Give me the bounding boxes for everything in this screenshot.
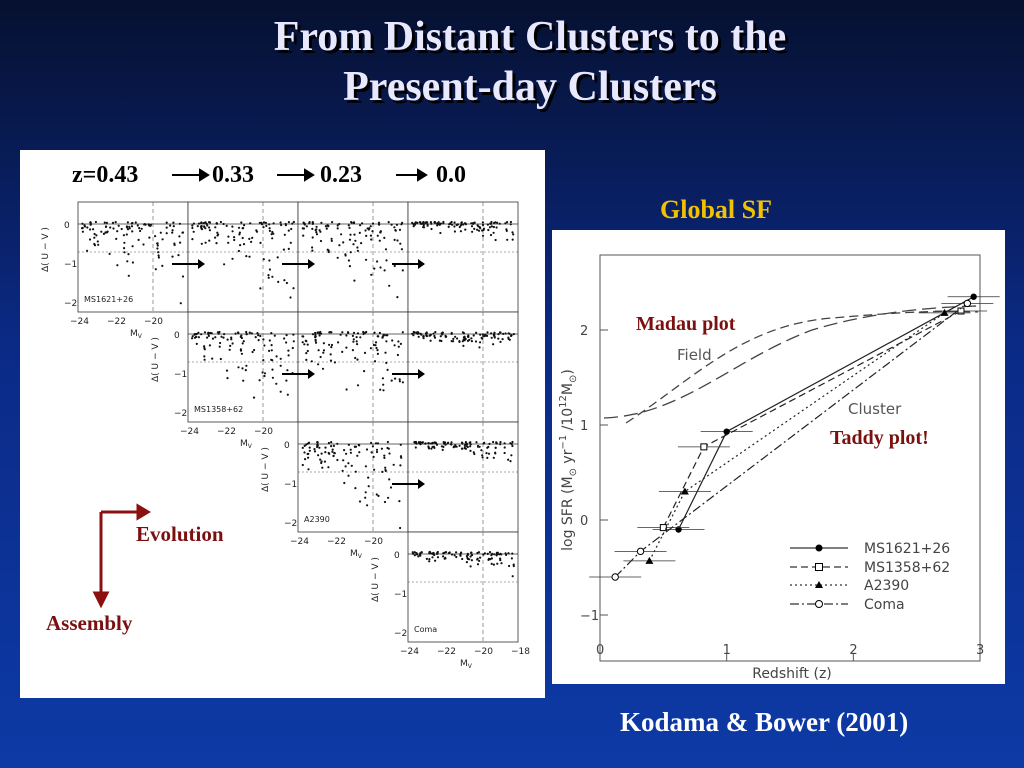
cmr-panel-label: Coma [414,625,438,634]
y-tick-label: 1 [580,419,589,434]
cmr-x-tick: −22 [217,427,236,437]
cmr-panel [408,422,518,532]
cmr-y-axis-label: Δ( U − V ) [261,447,271,492]
redshift-label-023: 0.23 [320,162,362,188]
x-tick-label: 1 [722,643,731,658]
legend-a2390: A2390 [864,578,910,594]
legend-coma: Coma [864,597,905,613]
slide-title [150,12,910,112]
evolution-label: Evolution [136,522,224,546]
legend-marker-coma [816,601,823,608]
cmr-x-axis-label: $M_V$ [350,549,362,560]
cmr-x-tick: −18 [511,647,530,657]
cluster-track [589,300,993,580]
madau-plot-label: Madau plot [636,313,736,335]
cmr-x-tick: −24 [400,647,419,657]
cmr-y-tick: −1 [64,260,78,270]
citation: Kodama & Bower (2001) [620,707,909,737]
cmr-y-axis-label: Δ( U − V ) [371,557,381,602]
legend-ms1621: MS1621+26 [864,541,951,557]
x-tick-label: 2 [849,643,858,658]
cmr-x-tick: −24 [180,427,199,437]
cmr-panel [408,312,518,422]
assembly-label: Assembly [46,611,133,635]
cmr-panel [261,422,408,560]
cmr-y-axis-label: Δ( U − V ) [41,227,51,272]
cmr-y-tick: 0 [174,331,180,341]
y-tick-label: −1 [580,609,600,624]
legend-marker-ms1358 [816,564,823,571]
cmr-y-tick: 0 [64,221,70,231]
x-tick-label: 3 [976,643,985,658]
cmr-y-tick: −2 [174,409,188,419]
field-label: Field [677,346,712,364]
cmr-x-tick: −20 [144,317,163,327]
cmr-y-tick: −1 [284,480,298,490]
cmr-panel [41,202,188,340]
svg-text:log SFR (M⊙ yr−1 /1012M⊙): log SFR ($M_⊙$ $yr^{-1}$ $/10^{12}M_⊙$) [558,369,579,551]
cmr-x-tick: −20 [474,647,493,657]
title-line-1: From Distant Clusters to the [273,14,787,60]
title-line-2: Present-day Clusters [343,64,717,110]
cmr-x-tick: −20 [254,427,273,437]
global-sf-history-heading: Global SF [660,195,772,224]
cmr-panel [151,312,298,450]
cmr-y-tick: −1 [174,370,188,380]
redshift-label-043: z=0.43 [72,162,139,188]
cmr-y-tick: −2 [284,519,298,529]
cmr-panel-label: MS1358+62 [194,405,244,414]
y-tick-label: 2 [580,324,589,339]
cmr-x-axis-label: $M_V$ [460,659,472,670]
cmr-x-tick: −24 [70,317,89,327]
cmr-y-tick: −1 [394,590,408,600]
cluster-track [637,308,987,531]
x-tick-label: 0 [596,643,605,658]
cmr-panel-figure [20,150,545,698]
cmr-y-tick: −2 [394,629,408,639]
cmr-x-tick: −22 [327,537,346,547]
taddy-plot-label: Taddy plot! [830,427,929,449]
cmr-x-tick: −20 [364,537,383,547]
cmr-x-axis-label: $M_V$ [240,439,252,450]
cmr-panel [298,202,408,312]
cmr-panel [188,202,298,312]
y-tick-label: 0 [580,514,589,529]
cmr-panel [298,312,408,422]
cmr-y-tick: −2 [64,299,78,309]
cmr-y-tick: 0 [394,551,400,561]
cmr-x-tick: −22 [107,317,126,327]
sfr-history-figure [552,230,1005,684]
cmr-x-tick: −22 [437,647,456,657]
redshift-arrows [172,170,426,180]
legend-ms1358: MS1358+62 [864,560,951,576]
sfr-legend [790,541,950,613]
redshift-label-033: 0.33 [212,162,254,188]
cmr-y-tick: 0 [284,441,290,451]
y-axis-label [558,369,579,551]
cmr-x-tick: −24 [290,537,309,547]
cmr-panel-label: MS1621+26 [84,295,134,304]
cmr-panel-label: A2390 [304,515,330,524]
legend-marker-ms1621 [816,545,823,552]
cmr-panel [408,202,518,312]
cmr-x-axis-label: $M_V$ [130,329,142,340]
redshift-label-00: 0.0 [436,162,466,188]
cmr-panel [371,532,530,670]
cmr-y-axis-label: Δ( U − V ) [151,337,161,382]
evolution-assembly-arrow [95,506,148,605]
cluster-label: Cluster [848,400,902,418]
sfr-plot [552,230,1005,684]
x-axis-label: Redshift (z) [752,666,832,682]
